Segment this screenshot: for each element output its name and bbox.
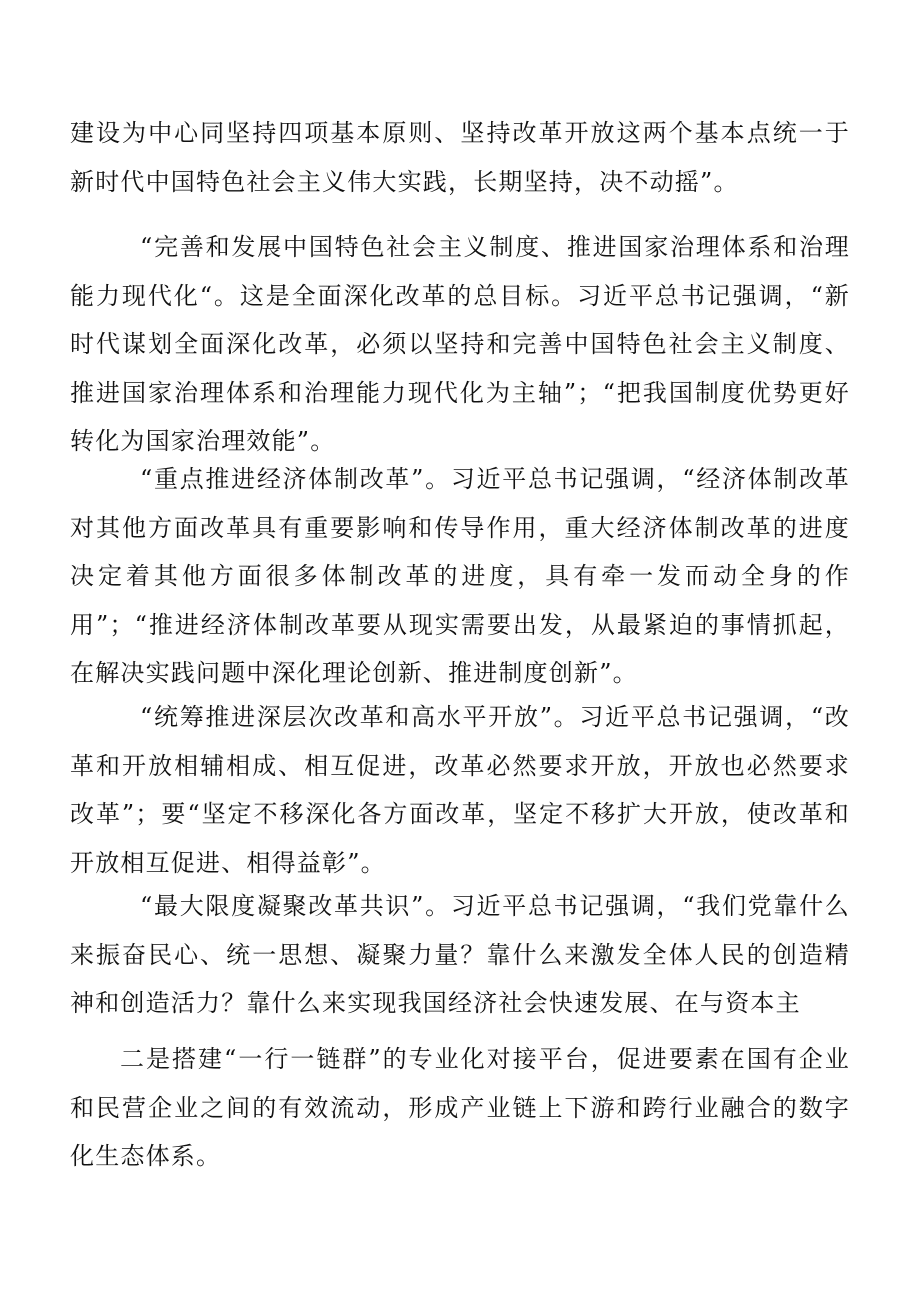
paragraph-4: “统筹推进深层次改革和高水平开放”。习近平总书记强调，“改革和开放相辅相成、相互促进，改革必然要求开放，开放也必然要求改革”；要“坚定不移深化各方面改革，坚定不移扩大开放，使改革和开放相互促进、相得益彰”。 xyxy=(70,703,850,877)
paragraph-2: “完善和发展中国特色社会主义制度、推进国家治理体系和治理能力现代化“。这是全面深化改革的总目标。习近平总书记强调，“新时代谋划全面深化改革，必须以坚持和完善中国特色社会主义制度、推进国家治理体系和治理能力现代化为主轴”；“把我国制度优势更好转化为国家治理效能”。 xyxy=(70,233,850,455)
paragraph-1: 建设为中心同坚持四项基本原则、坚持改革开放这两个基本点统一于新时代中国特色社会主义伟大实践，长期坚持，决不动摇”。 xyxy=(70,119,850,196)
paragraph-3: “重点推进经济体制改革”。习近平总书记强调，“经济体制改革对其他方面改革具有重要影响和传导作用，重大经济体制改革的进度决定着其他方面很多体制改革的进度，具有牵一发而动全身的作用”；“推进经济体制改革要从现实需要出发，从最紧迫的事情抓起，在解决实践问题中深化理论创新、推进制度创新”。 xyxy=(70,465,850,687)
paragraph-5: “最大限度凝聚改革共识”。习近平总书记强调，“我们党靠什么来振奋民心、统一思想、凝聚力量？靠什么来激发全体人民的创造精神和创造活力？靠什么来实现我国经济社会快速发展、在与资本主 xyxy=(70,892,850,1017)
paragraph-6: 二是搭建“一行一链群”的专业化对接平台，促进要素在国有企业和民营企业之间的有效流动，形成产业链上下游和跨行业融合的数字化生态体系。 xyxy=(70,1045,850,1170)
